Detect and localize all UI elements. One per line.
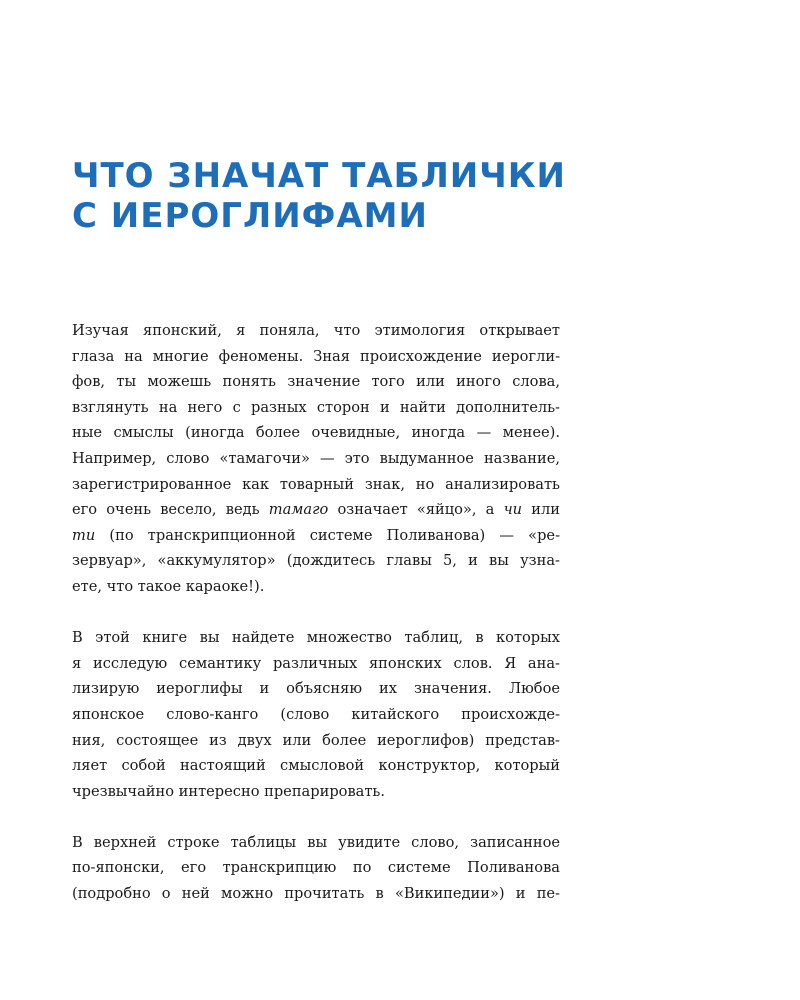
text-line: В верхней строке таблицы вы увидите слово, записанное [72,833,560,851]
chapter-title-line-1: ЧТО ЗНАЧАТ ТАБЛИЧКИ [72,156,566,196]
paragraph-3 [72,830,560,907]
text-segment: (по транскрипционной системе Поливанова) — «ре- [95,526,560,544]
text-line: по-японски, его транскрипцию по системе Поливанова [72,859,560,877]
paragraph-2 [72,625,560,804]
text-line: зервуар», «аккумулятор» (дождитесь главы 5, и вы узна- [72,552,560,570]
text-segment: его очень весело, ведь [72,501,269,519]
text-line: ете, что такое караоке!). [72,577,265,595]
text-line: японское слово-канго (слово китайского происхожде- [72,705,560,723]
text-line-mixed [72,523,560,549]
text-line: лизирую иероглифы и объясняю их значения. Любое [72,680,560,698]
italic-term-chi: чи [503,501,523,519]
text-line: Изучая японский, я поняла, что этимология открывает [72,322,560,339]
text-line: глаза на многие феномены. Зная происхождение иерогли- [72,347,560,365]
chapter-title-line-2: С ИЕРОГЛИФАМИ [72,196,428,236]
text-line-mixed [72,497,560,523]
italic-term-ti: ти [72,526,96,544]
text-line: ляет собой настоящий смысловой конструктор, который [72,757,560,775]
text-line: Например, слово «тамагочи» — это выдуманное название, [72,449,560,467]
text-line: В этой книге вы найдете множество таблиц, в которых [72,629,560,647]
text-line: фов, ты можешь понять значение того или иного слова, [72,373,560,391]
text-line: ные смыслы (иногда более очевидные, иногда — менее). [72,424,560,442]
text-line: чрезвычайно интересно препарировать. [72,782,386,800]
text-line: взглянуть на него с разных сторон и найти дополнитель- [72,398,560,416]
body-text [72,318,560,932]
text-line: я исследую семантику различных японских слов. Я ана- [72,654,560,672]
text-segment: или [522,501,560,519]
text-line: зарегистрированное как товарный знак, но анализировать [72,475,560,493]
text-line: ния, состоящее из двух или более иероглифов) представ- [72,731,560,749]
paragraph-1 [72,318,560,600]
text-segment: означает «яйцо», а [328,501,504,519]
text-line: (подробно о ней можно прочитать в «Википедии») и пе- [72,885,560,903]
chapter-title [72,156,592,236]
italic-term-tamago: тамаго [268,501,329,519]
